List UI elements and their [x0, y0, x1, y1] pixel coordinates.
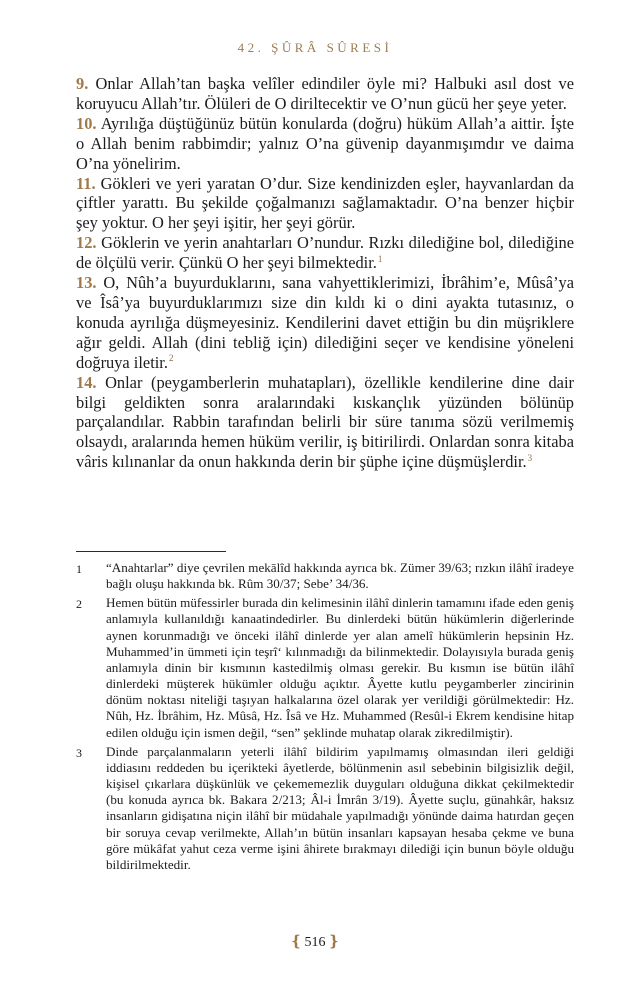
page-number [0, 932, 630, 951]
verse-text: Onlar Allah’tan başka velîler edindiler öyle mi? Halbuki asıl dost ve koruyucu Allah’tır. Ölüleri de O diriltecektir ve O’nun gücü her şeye yeter. [76, 74, 574, 113]
footnote-1 [76, 560, 574, 592]
verse-10 [76, 114, 574, 174]
verse-number: 12. [76, 233, 97, 253]
footnote-text: “Anahtarlar” diye çevrilen mekālîd hakkında ayrıca bk. Zümer 39/63; rızkın ilâhî iradeye bağlı oluşu hakkında bk. Rûm 30/37; Sebe’ 34/36. [106, 560, 574, 592]
footnote-3 [76, 744, 574, 873]
running-head: 42. ŞÛRÂ SÛRESİ [237, 40, 393, 55]
verse-number: 13. [76, 273, 97, 293]
verse-11 [76, 174, 574, 234]
verse-text: Ayrılığa düştüğünüz bütün konularda (doğru) hüküm Allah’a aittir. İşte o Allah benim rabbimdir; yalnız O’na güvenip dayanmışımdır ve daima O’na yönelirim. [76, 113, 574, 173]
verse-list [76, 74, 574, 472]
verse-number: 11. [76, 173, 96, 193]
verse-12 [76, 233, 574, 273]
footnote-2 [76, 595, 574, 740]
verse-14 [76, 373, 574, 473]
page-number-value: 516 [304, 935, 326, 950]
verse-9 [76, 74, 574, 114]
verse-text: Onlar (peygamberlerin muhatapları), özellikle kendilerine dine dair bilgi geldikten sonra aralarındaki kıskançlık yüzünden bölünüp parçalandılar. Rabbin tarafından belirli bir süre tanıma sözü verilmemiş olsaydı, aralarında hemen hüküm verilir, iş bitirilirdi. Onlardan sonra kitaba vâris kılınanlar da onun hakkında derin bir şüphe içine düşmüşlerdir. [76, 372, 574, 472]
ornament-left-icon: ❴ [289, 934, 303, 950]
footnote-ref[interactable]: 2 [168, 353, 174, 364]
footnote-number: 2 [76, 597, 82, 612]
verse-number: 14. [76, 372, 97, 392]
footnote-list [76, 560, 574, 876]
footnote-text: Dinde parçalanmaların yeterli ilâhî bildirim yapılmamış olmasından ileri geldiği iddiasını reddeden bu içerikteki âyetlerde, bölünmenin asıl sebebinin bilgisizlik değil, kişisel çıkarlara düşkünlük ve çekememezlik duyguları olduğuna dikkat çekilmektedir (bu konuda ayrıca bk. Bakara 2/213; Âl-i İmrân 3/19). Âyette suçlu, günahkâr, haksız insanların gidişatına niçin ilâhî bir müdahale yapılmadığı yönünde daima hatırdan geçen bir soruya cevap verilmekte, Allah’ın bütün insanları kapsayan hesaba çekme ve buna göre mükâfat yahut ceza verme işini âhirete bırakmayı dilediği için bunun böyle olduğu bildirilmektedir. [106, 743, 574, 872]
verse-13 [76, 273, 574, 373]
ornament-right-icon: ❵ [327, 934, 341, 950]
footnote-number: 3 [76, 745, 82, 760]
footnote-text: Hemen bütün müfessirler burada din kelimesinin ilâhî dinlerin tamamını ifade eden geniş anlamıyla kullanıldığı kanaatindedirler. Bu dinlerdeki bütün hükümlerin diğerlerinde aynen korunmadığı ve önceki ilâhî dinlerde yer alan amelî hükümlerin hepsinin Hz. Muhammed’in ümmeti için teşrî‘ kılınmadığı da bilinmektedir. Dolayısıyla burada geniş anlamıyla dinin bir kısmının kastedilmiş olması gerekir. Bu kısmın ise bütün ilâhî dinlerdeki müşterek hükümler olduğu açıktır. Âyette kutlu peygamberler zincirinin dönüm noktası niteliği taşıyan halkalarına özel olarak yer verildiği görülmektedir: Hz. Nûh, Hz. İbrâhim, Hz. Mûsâ, Hz. Îsâ ve Hz. Muhammed (Resûl-i Ekrem kendisine hitap edilen olduğu için ismen değil, “sen” şeklinde muhatap olarak zikredilmiştir). [106, 595, 574, 740]
verse-text: O, Nûh’a buyurduklarını, sana vahyettiklerimizi, İbrâhim’e, Mûsâ’ya ve Îsâ’ya buyurduklarımızı size din kıldı ki o dini ayakta tutasınız, o konuda ayrılığa düşmeyesiniz. Kendilerini davet ettiğin bu din müşriklere ağır geldi. Allah (dini tebliğ için) dilediğini seçer ve kendisine yöneleni doğruya iletir. [76, 273, 574, 372]
footnote-divider [76, 551, 226, 552]
footnote-number: 1 [76, 562, 82, 576]
footnote-ref[interactable]: 3 [527, 452, 533, 463]
footnote-ref[interactable]: 1 [377, 253, 383, 264]
verse-number: 10. [76, 113, 97, 133]
verse-number: 9. [76, 74, 89, 93]
verse-text: Gökleri ve yeri yaratan O’dur. Size kendinizden eşler, hayvanlardan da çiftler yarattı. Bu şekilde çoğalmanızı sağlamaktadır. O’na benzer hiçbir şey yoktur. O her şeyi işitir, her şeyi görür. [76, 173, 574, 233]
verse-text: Göklerin ve yerin anahtarları O’nundur. Rızkı dilediğine bol, dilediğine de ölçülü verir. Çünkü O her şeyi bilmektedir. [76, 233, 574, 273]
